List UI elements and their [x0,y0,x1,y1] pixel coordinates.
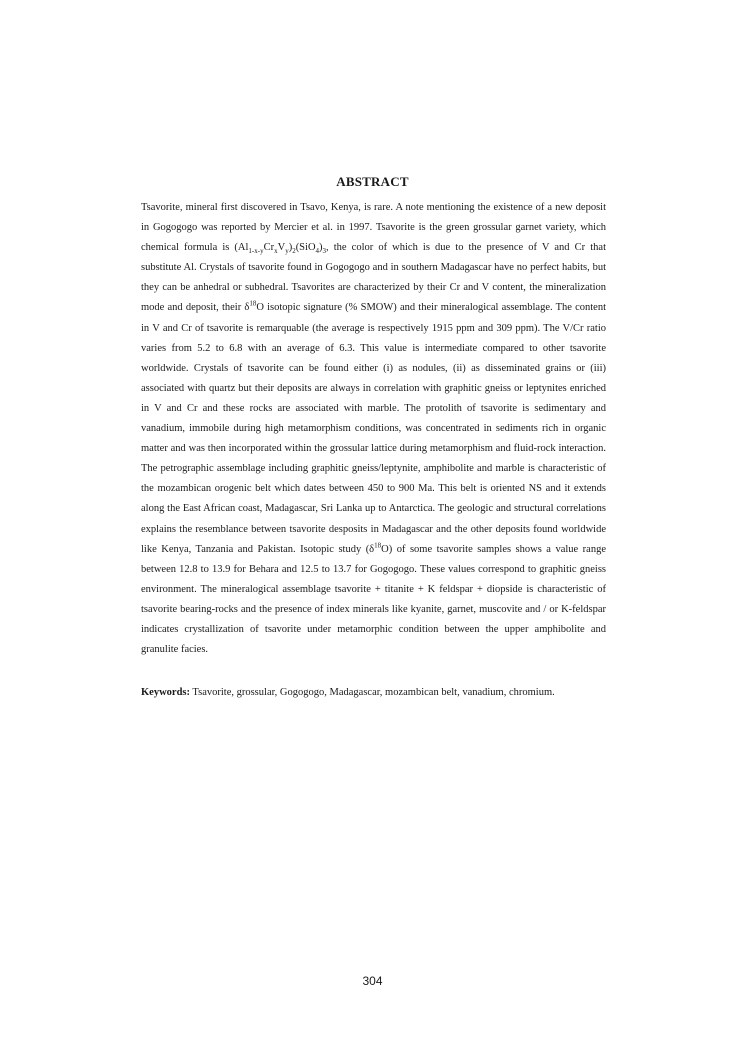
abstract-text: Cr [263,242,275,254]
page-title: ABSTRACT [336,174,409,189]
abstract-body [141,198,606,660]
formula-subscript: 2 [292,247,296,256]
abstract-text: V [277,242,286,254]
abstract-text: ) [319,242,323,254]
page-number: 304 [362,974,383,988]
keywords [141,683,611,703]
abstract-text: ) [288,242,293,254]
abstract-text: O) of some tsavorite samples shows a value range between 12.8 to 13.9 for Behara and 12.5 to 13.7 for Gogogogo. These values correspond to graphitic gneiss environment. The mineralogical assemblage tsavorite + titanite + K feldspar + diopside is characteristic of tsavorite bearing-rocks and the presence of index minerals like kyanite, garnet, muscovite and / or K-feldspar indicates crystallization of tsavorite under metamorphic condition between the upper amphibolite and granulite facies. [141,543,606,656]
formula-subscript: 1-x-y [248,247,264,256]
abstract-text: Tsavorite, mineral first discovered in Tsavo, Kenya, is rare. A note mentioning the existence of a new deposit in Gogogogo was reported by Mercier et al. in 1997. Tsavorite is the green grossular garnet variety, which chemical formula is (Al [141,202,606,254]
formula-subscript: x [274,247,278,256]
isotope-superscript: 18 [374,541,382,550]
formula-subscript: y [285,247,289,256]
abstract-text: , the color of which is due to the presence of V and Cr that substitute Al. Crystals of tsavorite found in Gogogogo and in southern Madagascar have no perfect habits, but they can be anhedral or subhedral. Tsavorites are characterized by their Cr and V content, the mineralization mode and deposit, their δ [141,242,606,314]
abstract-text: (SiO [295,242,316,254]
isotope-superscript: 18 [249,299,257,308]
formula-subscript: 3 [322,247,327,256]
keywords-text: Tsavorite, grossular, Gogogogo, Madagascar, mozambican belt, vanadium, chromium. [190,687,555,698]
formula-subscript: 4 [315,247,320,256]
abstract-text: O isotopic signature (% SMOW) and their mineralogical assemblage. The content in V and Cr of tsavorite is remarquable (the average is respectively 1915 ppm and 309 ppm). The V/Cr ratio varies from 5.2 to 6.8 with an average of 6.3. This value is intermediate compared to other tsavorite worldwide. Crystals of tsavorite can be found either (i) as nodules, (ii) as disseminated grains or (iii) associated with quartz but their deposits are always in correlation with graphitic gneiss or leptynites enriched in V and Cr and these rocks are associated with marble. The protolith of tsavorite is sedimentary and vanadium, immobile during high metamorphism conditions, was concentrated in sediments rich in organic matter and was then incorporated within the grossular lattice during metamorphism and fluid-rock interaction. The petrographic assemblage including graphitic gneiss/leptynite, amphibolite and marble is characteristic of the mozambican orogenic belt which dates between 450 to 900 Ma. This belt is oriented NS and it extends along the East African coast, Madagascar, Sri Lanka up to Antarctica. The geologic and structural correlations explains the resemblance between tsavorite desposits in Madagascar and the other deposits found worldwide like Kenya, Tanzania and Pakistan. Isotopic study (δ [141,302,607,555]
keywords-label: Keywords: [141,687,190,698]
